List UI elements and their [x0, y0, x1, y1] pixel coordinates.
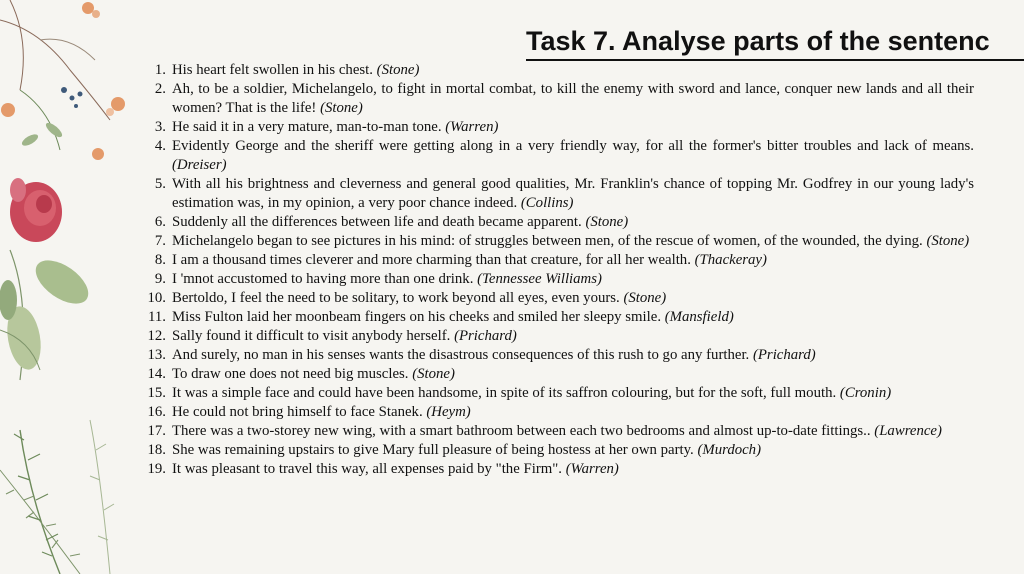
- sentence-item: [132, 441, 974, 460]
- sentence-item: [132, 384, 974, 403]
- sentence-item: [132, 175, 974, 213]
- item-body: [172, 251, 974, 270]
- item-number: 1.: [154, 62, 166, 78]
- sentence-text: Miss Fulton laid her moonbeam fingers on his cheeks and smiled her sleepy smile.: [172, 309, 662, 325]
- sentence-text: It was pleasant to travel this way, all expenses paid by "the Firm".: [172, 461, 562, 477]
- sentence-list: [132, 61, 974, 479]
- item-body: [172, 137, 974, 175]
- item-number: 9.: [154, 271, 166, 287]
- sentence-source: (Tennessee Williams): [477, 271, 602, 287]
- sentence-item: [132, 308, 974, 327]
- sentence-source: (Thackeray): [694, 252, 767, 268]
- page-title: Task 7. Analyse parts of the sentenc: [526, 24, 1024, 61]
- item-body: [172, 175, 974, 213]
- sentence-source: (Stone): [926, 233, 970, 249]
- item-number: 8.: [154, 252, 166, 268]
- item-number: 13.: [147, 347, 166, 363]
- item-number: 16.: [147, 404, 166, 420]
- floral-decoration: [0, 0, 140, 574]
- sentence-item: [132, 251, 974, 270]
- sentence-item: [132, 232, 974, 251]
- sentence-text: He could not bring himself to face Stanek.: [172, 404, 423, 420]
- sentence-item: [132, 403, 974, 422]
- sentence-source: (Heym): [426, 404, 471, 420]
- item-body: [172, 61, 974, 80]
- item-body: [172, 422, 974, 441]
- sentence-item: [132, 80, 974, 118]
- item-body: [172, 346, 974, 365]
- sentence-item: [132, 289, 974, 308]
- sentence-source: (Stone): [320, 100, 363, 116]
- item-body: [172, 80, 974, 118]
- sentence-text: His heart felt swollen in his chest.: [172, 62, 373, 78]
- sentence-text: I 'mnot accustomed to having more than one drink.: [172, 271, 474, 287]
- item-number: 3.: [154, 119, 166, 135]
- item-number: 18.: [147, 442, 166, 458]
- sentence-text: He said it in a very mature, man-to-man tone.: [172, 119, 442, 135]
- sentence-text: Sally found it difficult to visit anybody herself.: [172, 328, 451, 344]
- item-number: 11.: [148, 309, 166, 325]
- item-body: [172, 270, 974, 289]
- item-body: [172, 232, 974, 251]
- item-body: [172, 365, 974, 384]
- sentence-source: (Mansfield): [664, 309, 734, 325]
- item-number: 7.: [154, 233, 166, 249]
- item-body: [172, 289, 974, 308]
- sentence-item: [132, 137, 974, 175]
- item-body: [172, 441, 974, 460]
- sentence-source: (Stone): [585, 214, 629, 230]
- sentence-source: (Prichard): [752, 347, 816, 363]
- sentence-item: [132, 327, 974, 346]
- sentence-item: [132, 213, 974, 232]
- item-number: 4.: [154, 138, 166, 154]
- item-body: [172, 384, 974, 403]
- sentence-source: (Stone): [412, 366, 455, 382]
- sentence-text: Suddenly all the differences between life and death became apparent.: [172, 214, 582, 230]
- sentence-item: [132, 422, 974, 441]
- sentence-text: Ah, to be a soldier, Michelangelo, to fight in mortal combat, to kill the enemy with sword and lance, conquer new lands and all their women? That is the life!: [172, 81, 974, 116]
- item-number: 12.: [147, 328, 166, 344]
- sentence-text: I am a thousand times cleverer and more charming than that creature, for all her wealth.: [172, 252, 691, 268]
- sentence-item: [132, 346, 974, 365]
- sentence-source: (Stone): [623, 290, 667, 306]
- sentence-source: (Warren): [565, 461, 619, 477]
- sentence-source: (Prichard): [454, 328, 517, 344]
- sentence-source: (Dreiser): [172, 157, 227, 173]
- sentence-item: [132, 118, 974, 137]
- sentence-text: She was remaining upstairs to give Mary full pleasure of being hostess at her own party.: [172, 442, 694, 458]
- sentence-source: (Warren): [445, 119, 499, 135]
- sentence-item: [132, 270, 974, 289]
- sentence-source: (Murdoch): [697, 442, 762, 458]
- item-body: [172, 403, 974, 422]
- item-number: 17.: [147, 423, 166, 439]
- sentence-text: With all his brightness and cleverness and general good qualities, Mr. Franklin's chance of topping Mr. Godfrey in our young lady's estimation was, in my opinion, a very poor chance indeed.: [172, 176, 974, 211]
- sentence-item: [132, 365, 974, 384]
- item-body: [172, 460, 974, 479]
- sentence-text: And surely, no man in his senses wants the disastrous consequences of this rush to go any further.: [172, 347, 750, 363]
- sentence-item: [132, 460, 974, 479]
- sentence-text: Evidently George and the sheriff were getting along in a very friendly way, for all the former's bitter troubles and lack of means.: [172, 138, 974, 154]
- item-body: [172, 213, 974, 232]
- item-body: [172, 118, 974, 137]
- item-number: 2.: [154, 81, 166, 97]
- item-number: 5.: [154, 176, 166, 192]
- item-number: 6.: [154, 214, 166, 230]
- item-body: [172, 308, 974, 327]
- sentence-text: Bertoldo, I feel the need to be solitary, to work beyond all eyes, even yours.: [172, 290, 620, 306]
- sentence-source: (Stone): [376, 62, 420, 78]
- item-body: [172, 327, 974, 346]
- item-number: 19.: [147, 461, 166, 477]
- sentence-text: To draw one does not need big muscles.: [172, 366, 409, 382]
- item-number: 10.: [147, 290, 166, 306]
- item-number: 14.: [147, 366, 166, 382]
- sentence-source: (Cronin): [839, 385, 892, 401]
- item-number: 15.: [147, 385, 166, 401]
- sentence-source: (Collins): [520, 195, 574, 211]
- sentence-source: (Lawrence): [874, 423, 942, 439]
- sentence-text: Michelangelo began to see pictures in his mind: of struggles between men, of the rescue of women, of the wounded, the dying.: [172, 233, 923, 249]
- sentence-text: There was a two-storey new wing, with a smart bathroom between each two bedrooms and almost up-to-date fittings..: [172, 423, 871, 439]
- sentence-item: [132, 61, 974, 80]
- sentence-text: It was a simple face and could have been handsome, in spite of its saffron colouring, but for the soft, full mouth.: [172, 385, 837, 401]
